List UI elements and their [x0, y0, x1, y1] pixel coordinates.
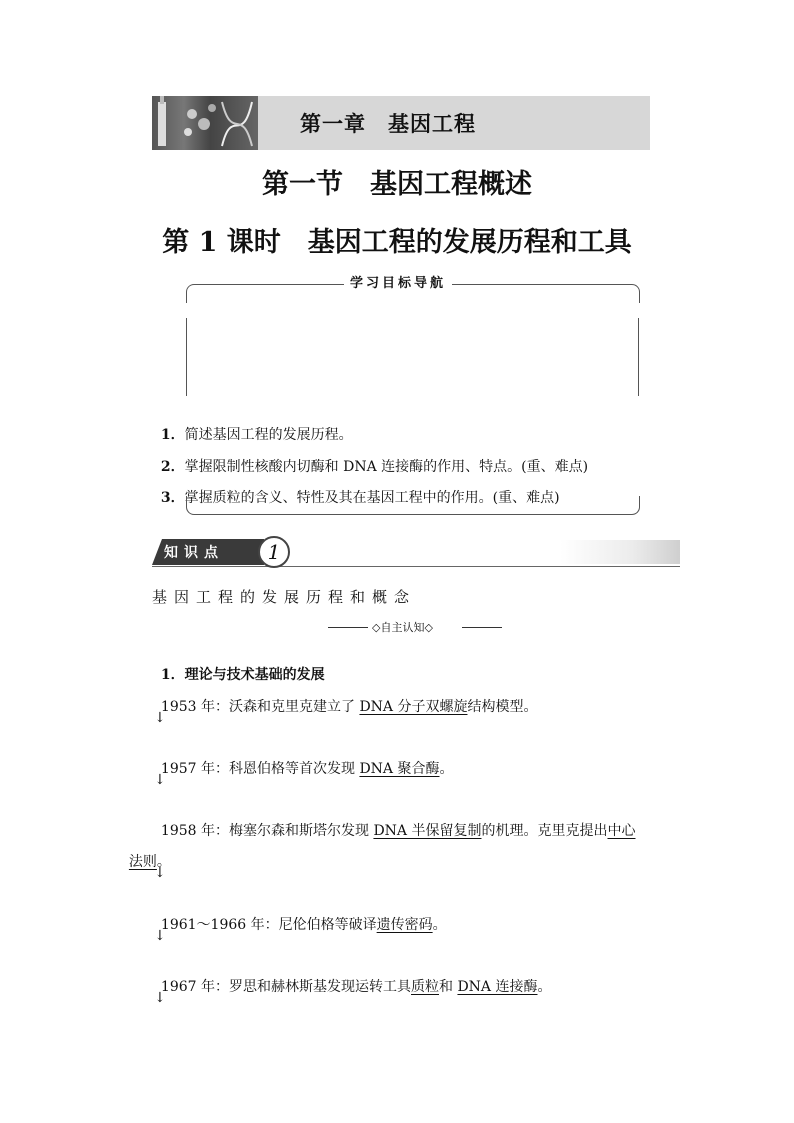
objective-item: 2．掌握限制性核酸内切酶和 DNA 连接酶的作用、特点。(重、难点): [160, 459, 589, 475]
objectives-label: 学习目标导航: [344, 272, 452, 291]
timeline-line-1957: 1957 年：科恩伯格等首次发现 DNA 聚合酶。: [160, 761, 454, 777]
timeline-line-1961: 1961～1966 年：尼伦伯格等破译遗传密码。: [160, 917, 447, 933]
knowledge-point-number: 1: [258, 536, 290, 568]
objectives-box-left: [186, 318, 187, 396]
objectives-box-bottom: [186, 496, 640, 515]
down-arrow-icon: ↓: [154, 928, 166, 944]
chapter-banner-image: [152, 96, 258, 150]
down-arrow-icon: ↓: [154, 990, 166, 1006]
down-arrow-icon: ↓: [154, 710, 166, 726]
divider-right: [462, 627, 502, 628]
knowledge-header-rule: [152, 566, 680, 567]
knowledge-header-decoration: [560, 540, 680, 564]
timeline-line-1967: 1967 年：罗思和赫林斯基发现运转工具质粒和 DNA 连接酶。: [160, 979, 552, 995]
content-heading: 1．理论与技术基础的发展: [160, 667, 325, 683]
down-arrow-icon: ↓: [154, 772, 166, 788]
section-title: 第一节 基因工程概述: [262, 169, 532, 200]
timeline-line-1953: 1953 年：沃森和克里克建立了 DNA 分子双螺旋结构模型。: [160, 699, 538, 715]
objective-item: 3．掌握质粒的含义、特性及其在基因工程中的作用。(重、难点): [160, 490, 560, 506]
chapter-title: 第一章 基因工程: [300, 111, 476, 136]
knowledge-point-label: 知识点: [164, 545, 224, 561]
down-arrow-icon: ↓: [154, 865, 166, 881]
lesson-title: 第 1 课时 基因工程的发展历程和工具: [162, 227, 632, 258]
objectives-box-right: [638, 318, 639, 396]
timeline-line-1958: 1958 年：梅塞尔森和斯塔尔发现 DNA 半保留复制的机理。克里克提出中心: [160, 823, 636, 839]
timeline-line-1958-cont: 法则。: [128, 854, 171, 870]
knowledge-subtitle: 基因工程的发展历程和概念: [152, 588, 417, 606]
self-study-label: ◇自主认知◇: [372, 621, 433, 634]
objective-item: 1．简述基因工程的发展历程。: [160, 427, 353, 443]
divider-left: [328, 627, 368, 628]
